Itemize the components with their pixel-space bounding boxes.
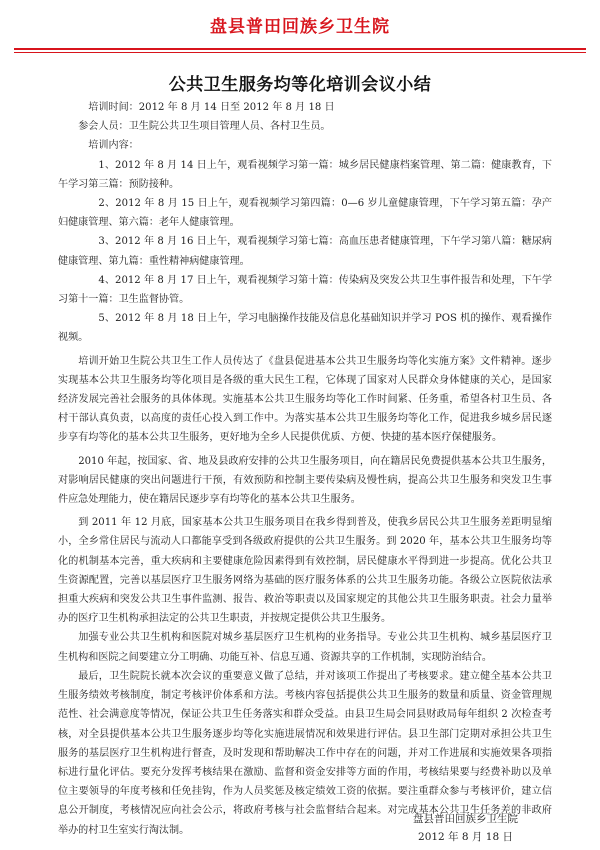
body-paragraph: 培训开始卫生院公共卫生工作人员传达了《盘县促进基本公共卫生服务均等化实施方案》文件精神。逐步实现基本公共卫生服务均等化项目是各级的重大民生工程，它体现了国家对人民群众身体健康的关心，是国家经济发展完善社会服务的具体体现。实施基本公共卫生服务均等化工作时间紧、任务重，希望各村卫生员、各村干部认真负责，以高度的责任心投入到工作中。为落实基本公共卫生服务均等化工作，促进我乡城乡居民逐步享有均等化的基本公共卫生服务，更好地为全乡人民提供优质、方便、快捷的基本医疗保健服务。: [58, 355, 552, 444]
training-item: 5、2012 年 8 月 18 日上午，学习电脑操作技能及信息化基础知识并学习 POS 机的操作、观看操作视频。: [58, 313, 552, 344]
letterhead-rule-thick: [14, 48, 586, 50]
training-item: 4、2012 年 8 月 17 日上午，观看视频学习第十篇：传染病及突发公共卫生事件报告和处理，下午学习第十一篇：卫生监督协管。: [58, 274, 552, 306]
signature-date: 2012 年 8 月 18 日: [418, 831, 513, 843]
training-item: 2、2012 年 8 月 15 日上午，观看视频学习第四篇：0—6 岁儿童健康管理，下午学习第五篇：孕产妇健康管理、第六篇：老年人健康管理。: [58, 198, 552, 229]
body-paragraph: 到 2011 年 12 月底，国家基本公共卫生服务项目在我乡得到普及，使我乡居民公共卫生服务差距明显缩小，全乡常住居民与流动人口都能享受到各级政府提供的公共卫生服务。到 2020 年，基本公共卫生服务均等化的机制基本完善，重大疾病和主要健康危险因素得到有效控制，居民健康水平得到进一步提高。优化公共卫生资源配置，完善以基层医疗卫生服务网络为基础的医疗服务体系的公共卫生服务功能。各级公立医院依法承担重大疾病和突发公共卫生事件监测、报告、救治等职责以及国家规定的其他公共卫生服务职责。社会力量举办的医疗卫生机构承担法定的公共卫生职责，并按规定提供公共卫生服务。: [58, 517, 552, 625]
body-paragraph: 最后，卫生院院长就本次会议的重要意义做了总结，并对该项工作提出了考核要求。建立健全基本公共卫生服务绩效考核制度，制定考核评价体系和方法。考核内容包括提供公共卫生服务的数量和质量、资金管理规范性、社会满意度等情况，保证公共卫生任务落实和群众受益。由县卫生局会同县财政局每年组织 2 次检查考核，对全县提供基本公共卫生服务逐步均等化实施进展情况和效果进行评估。县卫生部门定期对承担公共卫生服务的基层医疗卫生机构进行督查，及时发现和帮助解决工作中存在的问题，并对工作进展和实施效果各项指标进行量化评估。要充分发挥考核结果在激励、监督和资金安排等方面的作用，考核结果要与经费补助以及单位主要领导的年度考核和任免挂钩，作为人员奖惩及核定绩效工资的依据。要注重群众参与考核评价，建立信息公开制度，考核情况应向社会公示，将政府考核与社会监督结合起来。对完成基本公共卫生任务差的非政府举办的村卫生室实行淘汰制。: [58, 670, 552, 836]
letterhead-org-name: 盘县普田回族乡卫生院: [210, 17, 390, 37]
document-body: [58, 98, 552, 840]
body-paragraph: 2010 年起，按国家、省、地及县政府安排的公共卫生服务项目，向在籍居民免费提供基本公共卫生服务，对影响居民健康的突出问题进行干预，有效预防和控制主要传染病及慢性病，提高公共卫生服务和突发卫生事件应急处理能力，使在籍居民逐步享有均等化的基本公共卫生服务。: [58, 455, 552, 506]
attendees: 参会人员：卫生院公共卫生项目管理人员、各村卫生员。: [78, 121, 331, 133]
signature-block: [413, 810, 518, 846]
training-item: 1、2012 年 8 月 14 日上午，观看视频学习第一篇：城乡居民健康档案管理、第二篇：健康教育，下午学习第三篇：预防接种。: [58, 159, 552, 190]
content-label: 培训内容：: [88, 140, 139, 152]
training-item: 3、2012 年 8 月 16 日上午，观看视频学习第七篇：高血压患者健康管理，下午学习第八篇：糖尿病健康管理、第九篇：重性精神病健康管理。: [58, 236, 552, 267]
training-time: 培训时间：2012 年 8 月 14 日至 2012 年 8 月 18 日: [88, 102, 335, 113]
body-paragraph: 加强专业公共卫生机构和医院对城乡基层医疗卫生机构的业务指导。专业公共卫生机构、城乡基层医疗卫生机构和医院之间要建立分工明确、功能互补、信息互通、资源共享的工作机制，实现防治结合。: [58, 632, 552, 663]
letterhead: [0, 0, 600, 50]
letterhead-rule-thin: [14, 52, 586, 53]
signature-org: 盘县普田回族乡卫生院: [413, 813, 518, 825]
document-title: 公共卫生服务均等化培训会议小结: [168, 75, 432, 95]
